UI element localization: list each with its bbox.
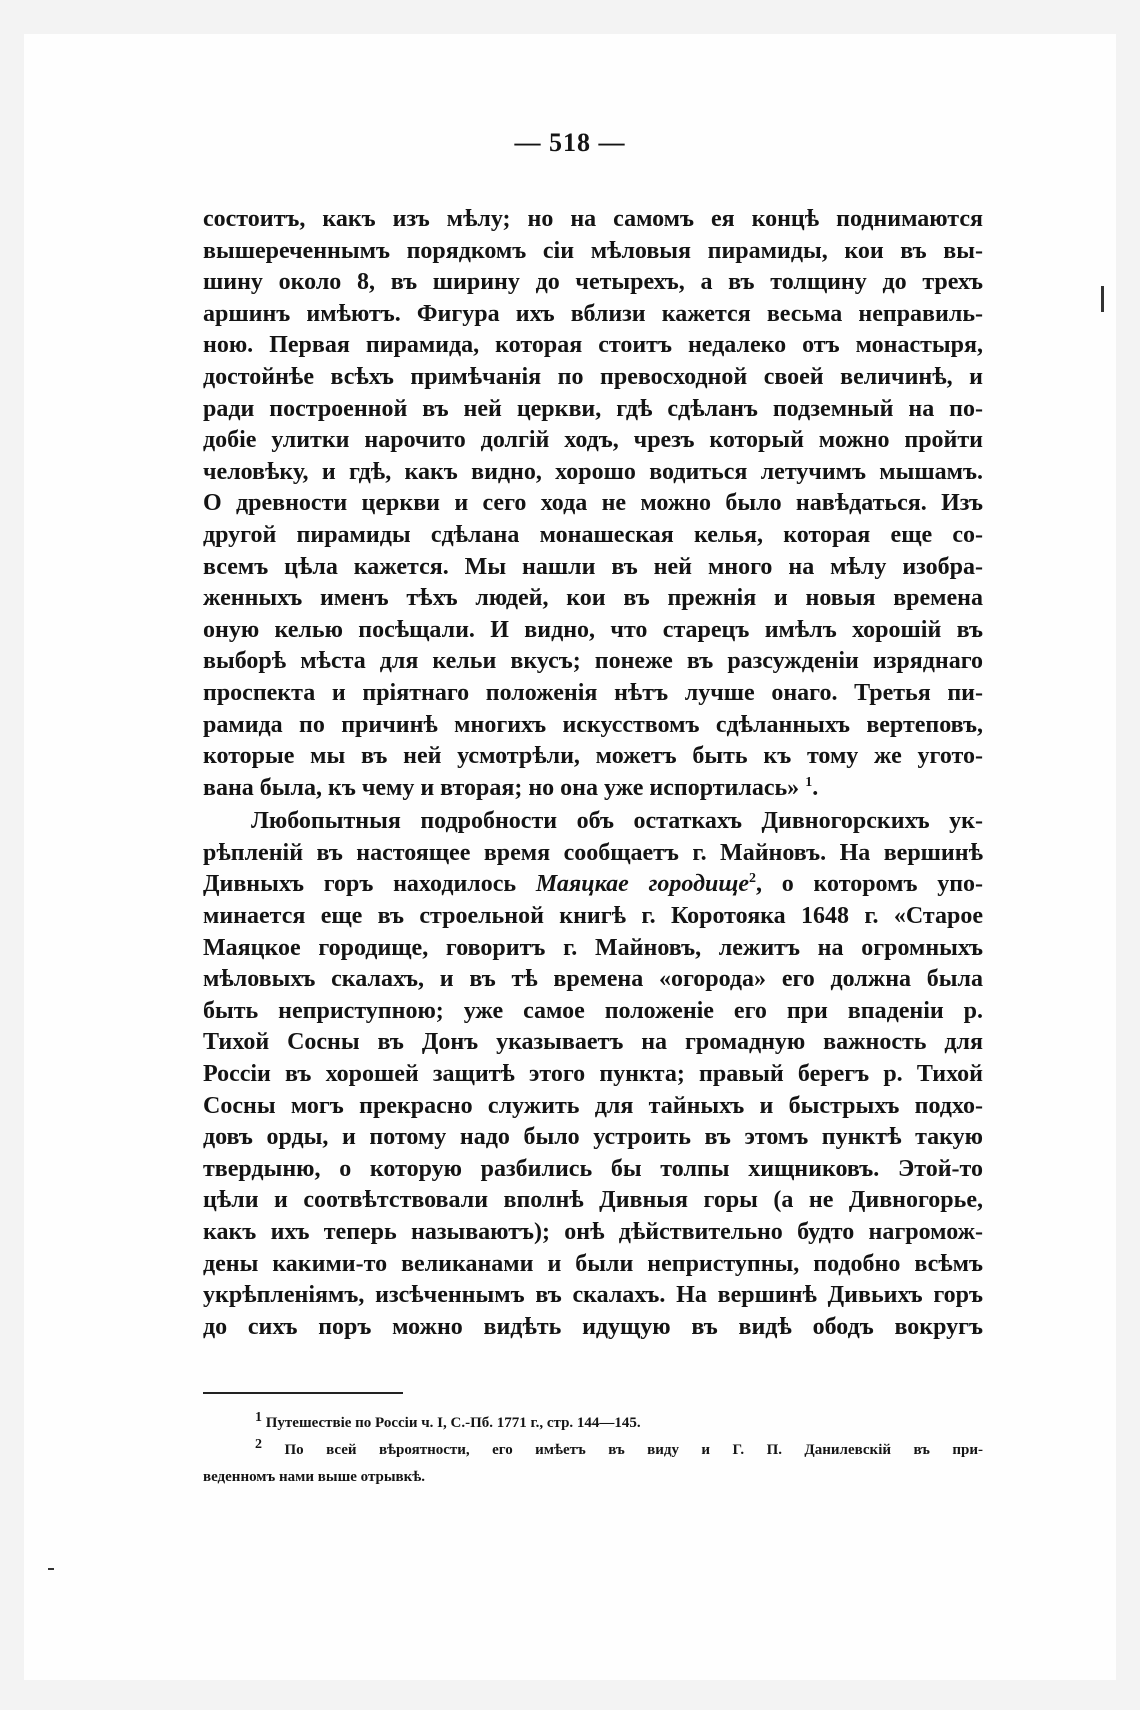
text-line: дены какими-то великанами и были неприступны, подобно всѣмъ: [203, 1250, 983, 1277]
text-line: ради построенной въ ней церкви, гдѣ сдѣланъ подземный на по-: [203, 395, 983, 422]
text-line: проспекта и пріятнаго положенія нѣтъ лучше онаго. Третья пи-: [203, 679, 983, 706]
text-line: мѣловыхъ скалахъ, и въ тѣ времена «огорода» его должна была: [203, 966, 983, 993]
scan-mark: [1101, 286, 1104, 312]
text-line: довъ орды, и потому надо было устроить въ этомъ пунктѣ такую: [203, 1124, 983, 1151]
text-line: быть неприступною; уже самое положеніе его при впаденіи р.: [203, 997, 983, 1024]
text-line: вана была, къ чему и вторая; но она уже испортилась» $^1$.: [203, 774, 819, 801]
footnote-1-text: Путешествіе по Россіи ч. I, С.-Пб. 1771 г., стр. 144—145.: [265, 1415, 641, 1431]
text-line-content: , о которомъ упо-: [756, 871, 984, 898]
footnote-mark-2: 2: [255, 1437, 262, 1452]
footnote-ref-2: 2: [749, 871, 757, 887]
text-line: ною. Первая пирамида, которая стоитъ недалеко отъ монастыря,: [203, 332, 983, 359]
text-line: аршинъ имѣютъ. Фигура ихъ вблизи кажется весьма неправиль-: [203, 300, 983, 327]
footnote-divider: [203, 1392, 403, 1394]
text-line: рамида по причинѣ многихъ искусствомъ сдѣланныхъ вертеповъ,: [203, 711, 983, 738]
text-line: цѣли и соотвѣтствовали вполнѣ Дивныя горы (а не Дивногорье,: [203, 1187, 983, 1214]
text-line-content: вана была, къ чему и вторая; но она уже испортилась»: [203, 774, 800, 801]
text-line: всемъ цѣла кажется. Мы нашли въ ней много на мѣлу изобра-: [203, 553, 983, 580]
text-line: твердыню, о которую разбились бы толпы хищниковъ. Этой-то: [203, 1155, 983, 1182]
footnote-mark-1: 1: [255, 1410, 262, 1425]
text-line: минается еще въ строельной книгѣ г. Коротояка 1648 г. «Старое: [203, 903, 983, 930]
text-line: вышереченнымъ порядкомъ сіи мѣловыя пирамиды, кои въ вы-: [203, 237, 983, 264]
scan-mark: [48, 1568, 54, 1570]
text-line: укрѣпленіямъ, изсѣченнымъ въ скалахъ. На вершинѣ Дивьихъ горъ: [203, 1282, 983, 1309]
text-line: до сихъ поръ можно видѣть идущую въ видѣ ободъ вокругъ: [203, 1313, 983, 1340]
text-line: О древности церкви и сего хода не можно было навѣдаться. Изъ: [203, 490, 983, 517]
text-line: оную келью посѣщали. И видно, что старецъ имѣлъ хорошій въ: [203, 616, 983, 643]
text-line: Россіи въ хорошей защитѣ этого пункта; правый берегъ р. Тихой: [203, 1061, 983, 1088]
page-number: — 518 —: [514, 128, 626, 157]
text-line: человѣку, и гдѣ, какъ видно, хорошо водиться летучимъ мышамъ.: [203, 458, 983, 485]
text-line-content: Дивныхъ горъ находилось: [203, 871, 517, 898]
text-line: другой пирамиды сдѣлана монашеская келья, которая еще со-: [203, 521, 983, 548]
text-line: женныхъ именъ тѣхъ людей, кои въ прежнія и новыя времена: [203, 585, 983, 612]
footnote-ref-1: 1: [805, 774, 813, 790]
italic-term: Маяцкае городище: [535, 871, 750, 898]
text-line: [203, 869, 983, 901]
footnote-1: [203, 1410, 983, 1437]
text-line: которые мы въ ней усмотрѣли, можетъ быть къ тому же угото-: [203, 743, 983, 770]
text-line: добіе улитки нарочито долгій ходъ, чрезъ который можно пройти: [203, 427, 983, 454]
text-line: Сосны могъ прекрасно служить для тайныхъ и быстрыхъ подхо-: [203, 1092, 983, 1119]
footnote-2-continuation: веденномъ нами выше отрывкѣ.: [203, 1469, 426, 1485]
footnote-2-text: По всей вѣроятности, его имѣетъ въ виду и Г. П. Данилевскій въ при-: [284, 1442, 984, 1458]
text-line: Тихой Сосны въ Донъ указываетъ на громадную важность для: [203, 1029, 983, 1056]
text-line: выборѣ мѣста для кельи вкусъ; понеже въ разсужденіи изряднаго: [203, 648, 983, 675]
paragraph-start: Любопытныя подробности объ остаткахъ Дивногорскихъ ук-: [251, 808, 983, 835]
text-line: состоитъ, какъ изъ мѣлу; но на самомъ ея концѣ поднимаются: [203, 206, 983, 232]
body-text: [203, 204, 983, 1343]
footnotes: [203, 1410, 983, 1491]
footnote-2: [203, 1437, 983, 1464]
text-line: шину около 8, въ ширину до четырехъ, а въ толщину до трехъ: [203, 269, 983, 296]
text-line: рѣпленій въ настоящее время сообщаетъ г. Майновъ. На вершинѣ: [203, 839, 983, 866]
text-line: достойнѣе всѣхъ примѣчанія по превосходной своей величинѣ, и: [203, 363, 983, 390]
text-line: какъ ихъ теперь называютъ); онѣ дѣйствительно будто нагромож-: [203, 1219, 983, 1245]
text-line: Маяцкое городище, говоритъ г. Майновъ, лежитъ на огромныхъ: [203, 934, 983, 961]
